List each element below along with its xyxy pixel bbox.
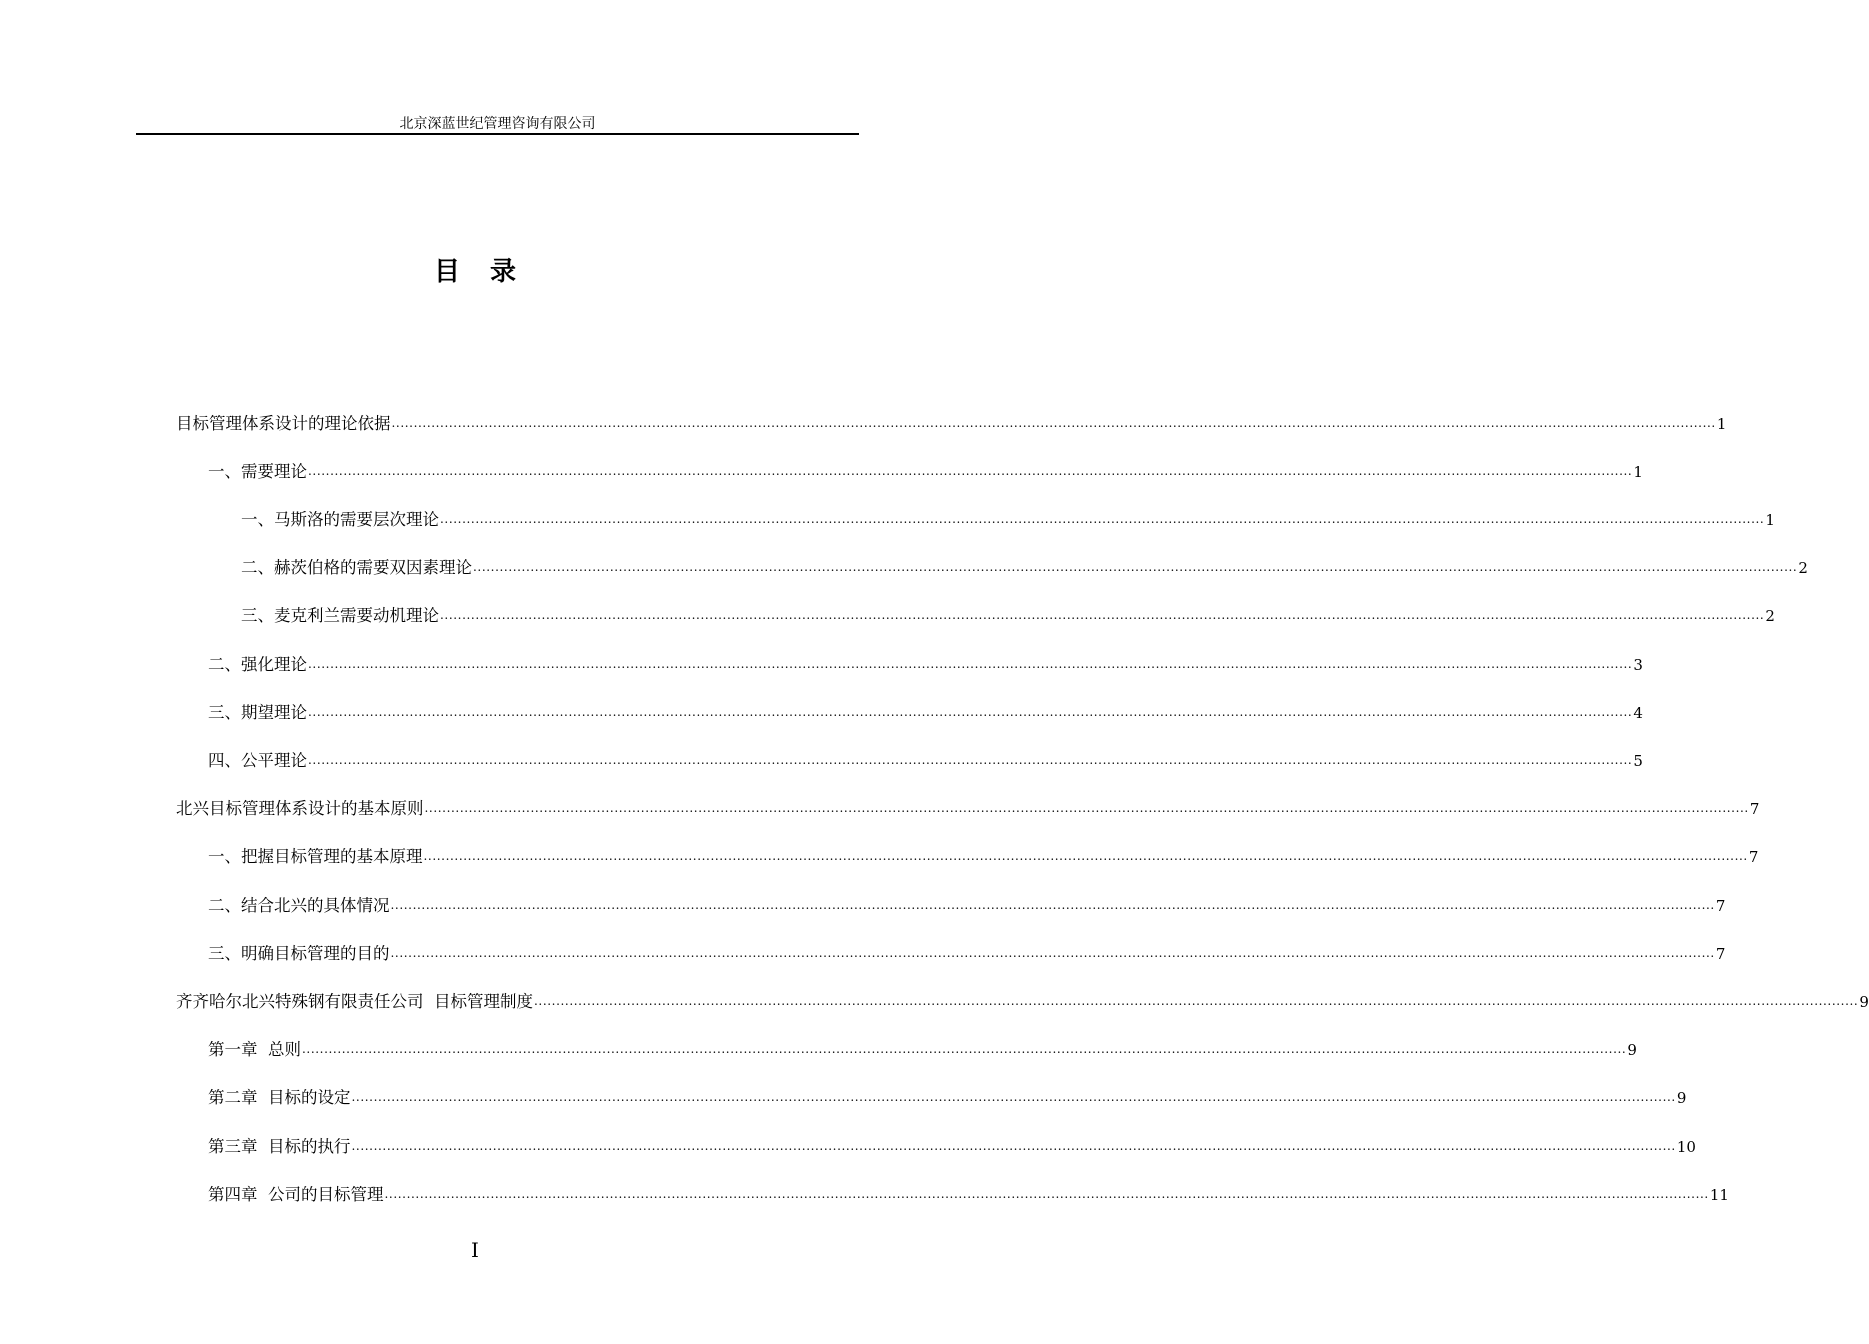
toc-entry-text: 第四章 公司的目标管理 [208, 1185, 384, 1204]
toc-leader: ............................................................................................................................................................................................................................................................................................................ [390, 898, 1715, 912]
toc-entry-page: 11 [1709, 1186, 1729, 1204]
page-header: 北京深蓝世纪管理咨询有限公司 [399, 116, 596, 132]
toc-leader: ............................................................................................................................................................................................................................................................................................................ [308, 753, 1633, 767]
toc-entry[interactable] [241, 550, 1808, 580]
toc-entry-page: 5 [1633, 752, 1643, 770]
toc-entry[interactable] [176, 406, 1727, 436]
toc-entry-page: 7 [1715, 897, 1726, 915]
toc-entry[interactable] [208, 743, 1643, 773]
toc-entry-text: 目标管理体系设计的理论依据 [176, 414, 391, 433]
toc-entry-text: 第二章 目标的设定 [208, 1088, 351, 1107]
toc-leader: ............................................................................................................................................................................................................................................................................................................ [440, 608, 1765, 622]
toc-entry-text: 北兴目标管理体系设计的基本原则 [176, 799, 424, 818]
toc-entry-page: 1 [1716, 415, 1727, 433]
toc-entry-text: 三、期望理论 [208, 703, 307, 722]
toc-entry-text: 三、明确目标管理的目的 [208, 944, 390, 963]
toc-leader: ............................................................................................................................................................................................................................................................................................................ [440, 512, 1765, 526]
toc-entry[interactable] [241, 502, 1775, 532]
toc-leader: ............................................................................................................................................................................................................................................................................................................ [308, 464, 1633, 478]
toc-entry-page: 1 [1633, 463, 1643, 481]
toc-entry-page: 7 [1715, 945, 1726, 963]
header-rule [136, 133, 859, 135]
toc-entry[interactable] [208, 936, 1726, 966]
toc-entry-text: 一、马斯洛的需要层次理论 [241, 510, 439, 529]
toc-entry-text: 第三章 目标的执行 [208, 1137, 351, 1156]
toc-entry[interactable] [176, 791, 1760, 821]
toc-entry-page: 9 [1859, 993, 1869, 1011]
toc-leader: ............................................................................................................................................................................................................................................................................................................ [384, 1187, 1709, 1201]
toc-entry-text: 一、需要理论 [208, 462, 307, 481]
toc-entry-page: 1 [1765, 511, 1775, 529]
toc-leader: ............................................................................................................................................................................................................................................................................................................ [351, 1090, 1676, 1104]
toc-entry-text: 二、强化理论 [208, 655, 307, 674]
toc-entry[interactable] [208, 1032, 1637, 1062]
toc-entry[interactable] [176, 984, 1869, 1014]
toc-entry-page: 7 [1748, 848, 1759, 866]
toc-leader: ............................................................................................................................................................................................................................................................................................................ [390, 946, 1715, 960]
toc-entry[interactable] [208, 839, 1759, 869]
toc-entry-text: 第一章 总则 [208, 1040, 301, 1059]
toc-leader: ............................................................................................................................................................................................................................................................................................................ [308, 657, 1633, 671]
toc-title: 目录 [433, 257, 546, 287]
toc-entry-page: 7 [1749, 800, 1760, 818]
toc-leader: ............................................................................................................................................................................................................................................................................................................ [391, 416, 1716, 430]
toc-entry-text: 四、公平理论 [208, 751, 307, 770]
toc-entry[interactable] [241, 598, 1775, 628]
toc-entry-text: 二、赫茨伯格的需要双因素理论 [241, 558, 472, 577]
page-number: I [471, 1238, 479, 1262]
toc-entry-text: 一、把握目标管理的基本原理 [208, 847, 423, 866]
toc-entry[interactable] [208, 1177, 1729, 1207]
toc-entry[interactable] [208, 1129, 1696, 1159]
toc-entry[interactable] [208, 695, 1643, 725]
toc-leader: ............................................................................................................................................................................................................................................................................................................ [423, 849, 1748, 863]
toc-entry[interactable] [208, 1080, 1687, 1110]
toc-leader: ............................................................................................................................................................................................................................................................................................................ [308, 705, 1633, 719]
toc-entry-page: 9 [1676, 1089, 1687, 1107]
toc-leader: ............................................................................................................................................................................................................................................................................................................ [473, 560, 1798, 574]
toc-entry[interactable] [208, 888, 1726, 918]
toc-leader: ............................................................................................................................................................................................................................................................................................................ [302, 1042, 1627, 1056]
toc-entry-page: 10 [1676, 1138, 1696, 1156]
toc-entry[interactable] [208, 454, 1643, 484]
toc-entry-page: 2 [1765, 607, 1775, 625]
toc-leader: ............................................................................................................................................................................................................................................................................................................ [351, 1139, 1676, 1153]
toc-leader: ............................................................................................................................................................................................................................................................................................................ [534, 994, 1859, 1008]
toc-leader: ............................................................................................................................................................................................................................................................................................................ [424, 801, 1749, 815]
toc-entry-page: 2 [1798, 559, 1808, 577]
toc-entry-page: 3 [1633, 656, 1643, 674]
toc-entry[interactable] [208, 647, 1643, 677]
toc-entry-text: 齐齐哈尔北兴特殊钢有限责任公司 目标管理制度 [176, 992, 533, 1011]
toc-entry-page: 9 [1627, 1041, 1637, 1059]
toc-entry-text: 三、麦克利兰需要动机理论 [241, 606, 439, 625]
toc-entry-page: 4 [1633, 704, 1643, 722]
toc-entry-text: 二、结合北兴的具体情况 [208, 896, 390, 915]
